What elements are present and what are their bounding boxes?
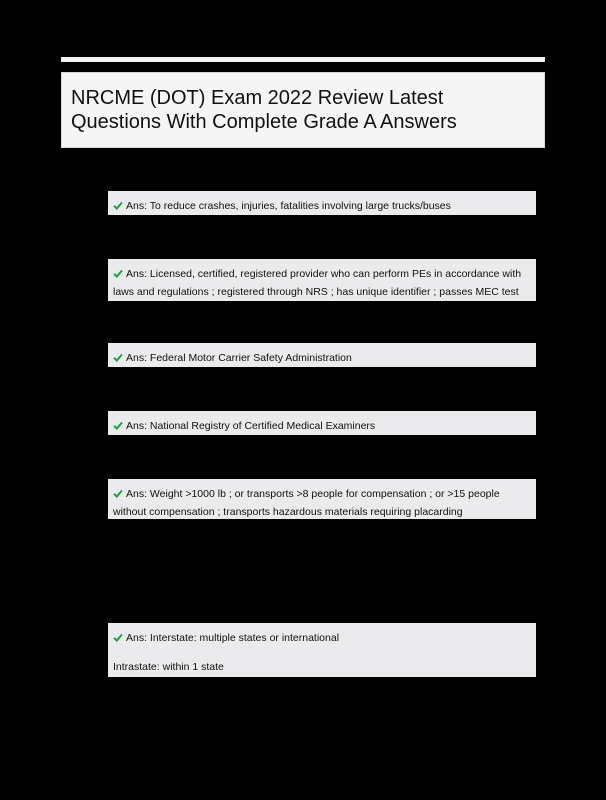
answer-box-3 bbox=[108, 343, 536, 367]
document-title: NRCME (DOT) Exam 2022 Review Latest Questions With Complete Grade A Answers bbox=[71, 87, 457, 133]
check-icon bbox=[113, 353, 123, 362]
check-icon bbox=[113, 489, 123, 498]
answer-box-5 bbox=[108, 479, 536, 519]
top-divider bbox=[61, 57, 545, 62]
answer-text: Ans: Weight >1000 lb ; or transports >8 people for compensation ; or >15 people without compensation ; transports hazardous materials requiring placarding bbox=[113, 488, 500, 518]
answer-text: Ans: To reduce crashes, injuries, fatalities involving large trucks/buses bbox=[113, 197, 532, 215]
check-icon bbox=[113, 201, 123, 210]
answer-text: Intrastate: within 1 state bbox=[113, 661, 224, 673]
check-icon bbox=[113, 421, 123, 430]
title-box bbox=[61, 72, 545, 148]
answer-box-4 bbox=[108, 411, 536, 435]
answer-box-6 bbox=[108, 623, 536, 677]
answer-text: Ans: National Registry of Certified Medical Examiners bbox=[113, 417, 532, 435]
answer-text: Ans: Federal Motor Carrier Safety Administration bbox=[113, 349, 532, 367]
check-icon bbox=[113, 633, 123, 642]
answer-text: Ans: Interstate: multiple states or international bbox=[113, 629, 532, 647]
answer-box-1 bbox=[108, 191, 536, 215]
answer-box-2 bbox=[108, 259, 536, 301]
check-icon bbox=[113, 269, 123, 278]
answer-text: Ans: Licensed, certified, registered provider who can perform PEs in accordance with laws and regulations ; registered through NRS ; has unique identifier ; passes MEC test bbox=[113, 268, 522, 298]
